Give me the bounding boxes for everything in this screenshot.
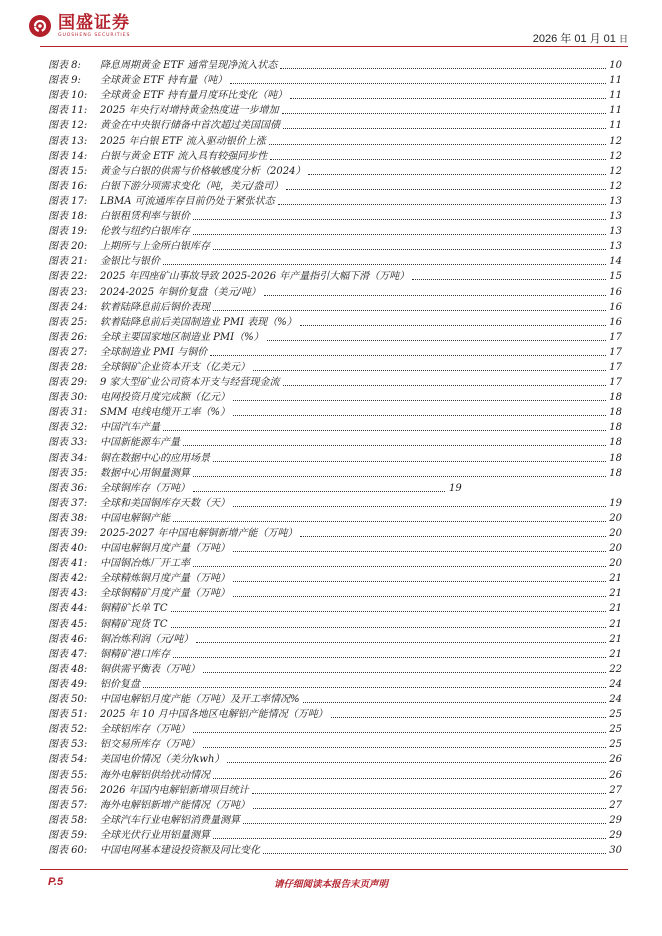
toc-entry-title: 9 家大型矿业公司资本开支与经营现金流 [100, 377, 280, 389]
toc-entry-label: 图表 47: [48, 648, 88, 660]
toc-entry-page: 20 [609, 543, 622, 555]
toc-leader-dots [163, 430, 606, 431]
toc-entry-title: 海外电解铝新增产能情况（万吨） [100, 799, 250, 811]
toc-leader-dots [283, 128, 606, 129]
toc-entry-title: 铝价复盘 [100, 678, 140, 690]
toc-entry[interactable] [48, 721, 622, 736]
toc-entry-title: SMM 电线电缆开工率（%） [100, 407, 231, 419]
toc-leader-dots [308, 174, 606, 175]
toc-entry-label: 图表 8: [48, 60, 81, 72]
toc-entry[interactable] [48, 510, 622, 525]
toc-entry[interactable] [48, 827, 622, 842]
toc-entry-page: 11 [609, 120, 622, 132]
toc-entry[interactable] [48, 72, 622, 87]
toc-entry-title: 2025 年 10 月中国各地区电解铝产能情况（万吨） [100, 709, 328, 721]
toc-entry-title: 中国电解铝月度产能（万吨）及开工率情况% [100, 694, 300, 706]
toc-entry-title: 金银比与银价 [100, 256, 160, 268]
toc-leader-dots [286, 189, 606, 190]
toc-entry-title: 海外电解铝供给扰动情况 [100, 769, 210, 781]
toc-entry-title: 2025 年四座矿山事故导致 2025-2026 年产量指引大幅下滑（万吨） [100, 271, 410, 283]
footer-divider [40, 869, 628, 870]
toc-entry-label: 图表 19: [48, 226, 88, 238]
toc-entry[interactable] [48, 299, 622, 314]
toc-entry-page: 16 [609, 301, 622, 313]
toc-leader-dots [173, 657, 606, 658]
toc-entry-page: 26 [609, 754, 622, 766]
toc-entry[interactable] [48, 344, 622, 359]
toc-entry-label: 图表 53: [48, 739, 88, 751]
toc-leader-dots [227, 762, 606, 763]
toc-entry-title: 全球铝库存（万吨） [100, 724, 190, 736]
toc-leader-dots [412, 279, 606, 280]
toc-entry-label: 图表 41: [48, 558, 88, 570]
toc-entry[interactable] [48, 812, 622, 827]
header-divider [40, 46, 628, 47]
toc-entry-page: 17 [609, 377, 622, 389]
toc-leader-dots [230, 83, 606, 84]
toc-entry-title: 软着陆降息前后铜价表现 [100, 301, 210, 313]
toc-entry-page: 26 [609, 769, 622, 781]
toc-entry-page: 15 [609, 271, 622, 283]
toc-entry-page: 19 [449, 482, 462, 494]
toc-entry-title: 全球主要国家地区制造业 PMI（%） [100, 331, 264, 343]
toc-entry-title: 全球制造业 PMI 与铜价 [100, 346, 208, 358]
toc-leader-dots [282, 113, 606, 114]
toc-entry-title: 铜冶炼利润（元/吨） [100, 633, 194, 645]
toc-entry-page: 12 [609, 165, 622, 177]
toc-entry-label: 图表 11: [48, 105, 88, 117]
toc-entry-label: 图表 25: [48, 316, 88, 328]
toc-entry-page: 18 [609, 437, 622, 449]
toc-entry[interactable] [48, 797, 622, 812]
toc-entry-label: 图表 58: [48, 814, 88, 826]
toc-entry-page: 22 [609, 663, 622, 675]
toc-entry-page: 11 [609, 75, 622, 87]
toc-leader-dots [213, 310, 606, 311]
toc-entry-page: 21 [609, 603, 622, 615]
toc-entry-label: 图表 22: [48, 271, 88, 283]
toc-entry[interactable] [48, 736, 622, 751]
toc-entry-label: 图表 29: [48, 377, 88, 389]
toc-entry-page: 29 [609, 814, 622, 826]
toc-entry[interactable] [48, 782, 622, 797]
report-date-suffix: 日 [618, 34, 628, 44]
toc-entry-page: 18 [609, 452, 622, 464]
toc-entry-page: 10 [609, 60, 622, 72]
toc-entry[interactable] [48, 117, 622, 132]
toc-entry-page: 25 [609, 724, 622, 736]
toc-entry-label: 图表 14: [48, 150, 88, 162]
toc-entry-title: 数据中心用铜量测算 [100, 467, 190, 479]
toc-entry[interactable] [48, 449, 622, 464]
toc-entry-page: 25 [609, 739, 622, 751]
toc-entry-label: 图表 34: [48, 452, 88, 464]
report-date [533, 30, 628, 46]
toc-entry-page: 18 [609, 392, 622, 404]
toc-entry-page: 20 [609, 558, 622, 570]
toc-entry-page: 20 [609, 512, 622, 524]
toc-entry-page: 24 [609, 694, 622, 706]
toc-entry-title: 铝交易所库存（万吨） [100, 739, 200, 751]
toc-entry-page: 14 [609, 256, 622, 268]
toc-entry-page: 17 [609, 361, 622, 373]
toc-entry[interactable] [48, 148, 622, 163]
toc-entry-page: 16 [609, 286, 622, 298]
toc-entry[interactable] [48, 268, 622, 283]
toc-leader-dots [203, 672, 606, 673]
toc-entry-page: 16 [609, 316, 622, 328]
toc-entry-title: 中国电解铜产能 [100, 512, 170, 524]
toc-entry[interactable] [48, 585, 622, 600]
toc-entry-title: 中国铜冶炼厂开工率 [100, 558, 190, 570]
toc-leader-dots [233, 551, 606, 552]
toc-entry-page: 17 [609, 346, 622, 358]
toc-entry-page: 21 [609, 648, 622, 660]
toc-entry-label: 图表 40: [48, 543, 88, 555]
toc-entry-label: 图表 52: [48, 724, 88, 736]
toc-entry-title: 全球铜矿企业资本开支（亿美元） [100, 361, 250, 373]
toc-entry[interactable] [48, 525, 622, 540]
toc-entry[interactable] [48, 102, 622, 117]
toc-entry-label: 图表 36: [48, 482, 88, 494]
toc-entry[interactable] [48, 480, 622, 495]
toc-entry-page: 25 [609, 709, 622, 721]
toc-entry-page: 12 [609, 150, 622, 162]
toc-entry-title: 全球铜库存（万吨） [100, 482, 190, 494]
toc-entry-page: 21 [609, 618, 622, 630]
company-logo [28, 14, 130, 39]
toc-entry-title: 铜精矿现货 TC [100, 618, 168, 630]
toc-leader-dots [213, 778, 606, 779]
toc-entry-label: 图表 35: [48, 467, 88, 479]
toc-entry-title: 全球汽车行业电解铝消费量测算 [100, 814, 240, 826]
toc-leader-dots [278, 204, 606, 205]
toc-entry-label: 图表 13: [48, 135, 88, 147]
toc-entry-page: 21 [609, 633, 622, 645]
logo-chinese-name: 国盛证券 [58, 13, 130, 33]
figure-table-of-contents [48, 57, 622, 857]
toc-leader-dots [193, 234, 606, 235]
toc-entry[interactable] [48, 223, 622, 238]
toc-entry[interactable] [48, 570, 622, 585]
toc-entry-label: 图表 21: [48, 256, 88, 268]
toc-entry[interactable] [48, 419, 622, 434]
toc-entry-label: 图表 38: [48, 512, 88, 524]
toc-leader-dots [143, 687, 606, 688]
toc-entry[interactable] [48, 329, 622, 344]
toc-leader-dots [233, 400, 606, 401]
toc-entry-page: 12 [609, 135, 622, 147]
toc-entry[interactable] [48, 434, 622, 449]
toc-entry-label: 图表 18: [48, 211, 88, 223]
toc-entry[interactable] [48, 691, 622, 706]
toc-entry-label: 图表 59: [48, 829, 88, 841]
toc-entry-title: 全球精炼铜月度产量（万吨） [100, 573, 230, 585]
toc-entry[interactable] [48, 540, 622, 555]
toc-entry-label: 图表 43: [48, 588, 88, 600]
toc-leader-dots [213, 249, 606, 250]
toc-entry-page: 27 [609, 799, 622, 811]
toc-leader-dots [171, 627, 607, 628]
toc-entry-page: 18 [609, 407, 622, 419]
toc-leader-dots [300, 325, 606, 326]
toc-entry-title: 铜供需平衡表（万吨） [100, 663, 200, 675]
toc-entry[interactable] [48, 193, 622, 208]
toc-entry-label: 图表 23: [48, 286, 88, 298]
toc-entry[interactable] [48, 676, 622, 691]
page-header [0, 0, 662, 48]
toc-leader-dots [193, 476, 606, 477]
toc-entry-page: 19 [609, 497, 622, 509]
toc-leader-dots [252, 793, 606, 794]
toc-entry-page: 17 [609, 331, 622, 343]
toc-entry-page: 24 [609, 678, 622, 690]
toc-leader-dots [171, 611, 607, 612]
toc-leader-dots [263, 853, 606, 854]
toc-entry[interactable] [48, 359, 622, 374]
toc-entry-title: 白银与黄金 ETF 流入具有较强同步性 [100, 150, 268, 162]
toc-leader-dots [233, 506, 606, 507]
toc-entry[interactable] [48, 600, 622, 615]
toc-leader-dots [253, 808, 606, 809]
toc-entry[interactable] [48, 615, 622, 630]
toc-entry-label: 图表 28: [48, 361, 88, 373]
toc-entry[interactable] [48, 314, 622, 329]
toc-entry-label: 图表 55: [48, 769, 88, 781]
toc-entry-label: 图表 24: [48, 301, 88, 313]
toc-entry-label: 图表 12: [48, 120, 88, 132]
toc-entry[interactable] [48, 178, 622, 193]
toc-entry[interactable] [48, 751, 622, 766]
toc-leader-dots [283, 385, 606, 386]
toc-entry[interactable] [48, 842, 622, 857]
toc-leader-dots [213, 838, 606, 839]
toc-entry-title: 铜精矿长单 TC [100, 603, 168, 615]
toc-entry-label: 图表 37: [48, 497, 88, 509]
toc-entry-label: 图表 57: [48, 799, 88, 811]
toc-entry-title: 美国电价情况（美分/kwh） [100, 754, 225, 766]
toc-leader-dots [193, 219, 606, 220]
toc-entry-title: 全球黄金 ETF 持有量（吨） [100, 75, 228, 87]
toc-entry[interactable] [48, 283, 622, 298]
toc-entry-label: 图表 33: [48, 437, 88, 449]
toc-leader-dots [210, 355, 606, 356]
footer-disclaimer: 请仔细阅读本报告末页声明 [273, 879, 388, 890]
toc-entry[interactable] [48, 57, 622, 72]
toc-entry[interactable] [48, 631, 622, 646]
toc-entry-label: 图表 45: [48, 618, 88, 630]
toc-entry-label: 图表 15: [48, 165, 88, 177]
toc-entry-title: 黄金与白银的供需与价格敏感度分析（2024） [100, 165, 306, 177]
toc-entry[interactable] [48, 661, 622, 676]
toc-entry[interactable] [48, 87, 622, 102]
toc-entry-page: 29 [609, 829, 622, 841]
toc-entry-label: 图表 56: [48, 784, 88, 796]
toc-entry[interactable] [48, 374, 622, 389]
toc-entry[interactable] [48, 208, 622, 223]
toc-leader-dots [270, 159, 606, 160]
report-date-value: 2026 年 01 月 01 [532, 33, 616, 45]
toc-entry-title: 白银下游分项需求变化（吨，美元/盎司） [100, 180, 284, 192]
toc-leader-dots [173, 521, 606, 522]
toc-leader-dots [193, 732, 606, 733]
toc-entry-title: 上期所与上金所白银库存 [100, 241, 210, 253]
toc-entry-title: 黄金在中央银行储备中首次超过美国国债 [100, 120, 280, 132]
toc-entry-title: 铜精矿港口库存 [100, 648, 170, 660]
toc-entry-title: 降息周期黄金 ETF 通常呈现净流入状态 [100, 60, 278, 72]
toc-leader-dots [253, 370, 606, 371]
toc-entry-page: 20 [609, 528, 622, 539]
toc-leader-dots [264, 295, 606, 296]
toc-entry-page: 13 [609, 241, 622, 253]
toc-entry-label: 图表 44: [48, 603, 88, 615]
toc-entry-title: 全球和美国铜库存天数（天） [100, 497, 230, 509]
toc-leader-dots [267, 340, 606, 341]
toc-entry-title: 中国汽车产量 [100, 422, 160, 434]
toc-entry-page: 12 [609, 180, 622, 192]
toc-entry-label: 图表 48: [48, 663, 88, 675]
toc-entry-label: 图表 60: [48, 844, 88, 856]
toc-entry-label: 图表 27: [48, 346, 88, 358]
toc-entry-label: 图表 26: [48, 331, 88, 343]
toc-entry-title: 中国电解铜月度产量（万吨） [100, 543, 230, 555]
toc-entry-label: 图表 10: [48, 90, 88, 102]
toc-leader-dots [183, 445, 606, 446]
toc-entry[interactable] [48, 163, 622, 178]
toc-entry-page: 11 [609, 105, 622, 117]
toc-entry[interactable] [48, 706, 622, 721]
toc-entry-page: 18 [609, 467, 622, 479]
toc-leader-dots [193, 491, 445, 492]
toc-leader-dots [303, 702, 606, 703]
toc-entry-page: 11 [609, 90, 622, 102]
toc-leader-dots [193, 566, 606, 567]
logo-english-name: GUOSHENG SECURITIES [58, 33, 131, 38]
toc-entry-label: 图表 50: [48, 694, 88, 706]
toc-entry-title: 2025-2027 年中国电解铜新增产能（万吨） [100, 528, 298, 539]
toc-entry-label: 图表 46: [48, 633, 88, 645]
toc-entry-page: 13 [609, 195, 622, 207]
toc-leader-dots [203, 747, 606, 748]
toc-leader-dots [233, 415, 606, 416]
toc-entry[interactable] [48, 646, 622, 661]
toc-entry-label: 图表 54: [48, 754, 88, 766]
toc-entry-title: 全球光伏行业用铝量测算 [100, 829, 210, 841]
toc-entry-label: 图表 16: [48, 180, 88, 192]
toc-entry[interactable] [48, 495, 622, 510]
toc-entry[interactable] [48, 253, 622, 268]
toc-entry-title: 全球铜精矿月度产量（万吨） [100, 588, 230, 600]
toc-entry[interactable] [48, 389, 622, 404]
toc-entry-label: 图表 9: [48, 75, 81, 87]
toc-entry[interactable] [48, 132, 622, 147]
toc-entry-page: 21 [609, 588, 622, 600]
toc-leader-dots [196, 642, 606, 643]
toc-entry[interactable] [48, 555, 622, 570]
toc-entry[interactable] [48, 404, 622, 419]
logo-wordmark [58, 14, 130, 39]
toc-entry[interactable] [48, 766, 622, 781]
toc-entry-label: 图表 30: [48, 392, 88, 404]
page-number: P.5 [48, 876, 64, 888]
toc-entry-title: 2024-2025 年铜价复盘（美元/吨） [100, 286, 261, 298]
toc-entry-page: 30 [609, 844, 622, 856]
toc-entry-title: 电网投资月度完成额（亿元） [100, 392, 230, 404]
toc-leader-dots [331, 717, 606, 718]
toc-entry-label: 图表 20: [48, 241, 88, 253]
toc-entry-title: 中国电网基本建设投资额及同比变化 [100, 844, 260, 856]
toc-entry-label: 图表 17: [48, 195, 88, 207]
toc-entry-label: 图表 31: [48, 407, 88, 419]
toc-entry-page: 27 [609, 784, 622, 796]
toc-entry-title: 全球黄金 ETF 持有量月度环比变化（吨） [100, 90, 288, 102]
toc-entry-title: 2025 年央行对增持黄金热度进一步增加 [100, 105, 279, 117]
toc-entry-title: LBMA 可流通库存目前仍处于紧张状态 [100, 195, 275, 207]
toc-entry-title: 白银租赁利率与银价 [100, 211, 190, 223]
toc-entry-title: 2025 年白银 ETF 流入驱动银价上涨 [100, 135, 266, 147]
toc-entry-title: 铜在数据中心的应用场景 [100, 452, 210, 464]
toc-entry-label: 图表 51: [48, 709, 88, 721]
toc-entry-label: 图表 49: [48, 678, 88, 690]
toc-entry-page: 18 [609, 422, 622, 434]
toc-entry-title: 软着陆降息前后美国制造业 PMI 表现（%） [100, 316, 297, 328]
toc-entry-label: 图表 32: [48, 422, 88, 434]
toc-entry-label: 图表 42: [48, 573, 88, 585]
toc-leader-dots [280, 68, 606, 69]
toc-entry-title: 中国新能源车产量 [100, 437, 180, 449]
toc-entry-title: 伦敦与纽约白银库存 [100, 226, 190, 238]
toc-leader-dots [269, 144, 606, 145]
toc-leader-dots [300, 536, 606, 537]
toc-entry[interactable] [48, 465, 622, 480]
guosheng-logo-icon [28, 14, 52, 38]
toc-leader-dots [233, 596, 606, 597]
toc-leader-dots [213, 461, 606, 462]
toc-leader-dots [243, 823, 606, 824]
toc-entry-label: 图表 39: [48, 528, 88, 539]
toc-leader-dots [163, 264, 606, 265]
toc-entry-page: 13 [609, 226, 622, 238]
toc-leader-dots [290, 98, 606, 99]
toc-entry-title: 2026 年国内电解铝新增项目统计 [100, 784, 249, 796]
toc-entry[interactable] [48, 238, 622, 253]
toc-entry-page: 21 [609, 573, 622, 585]
toc-entry-page: 13 [609, 211, 622, 223]
toc-leader-dots [233, 581, 606, 582]
